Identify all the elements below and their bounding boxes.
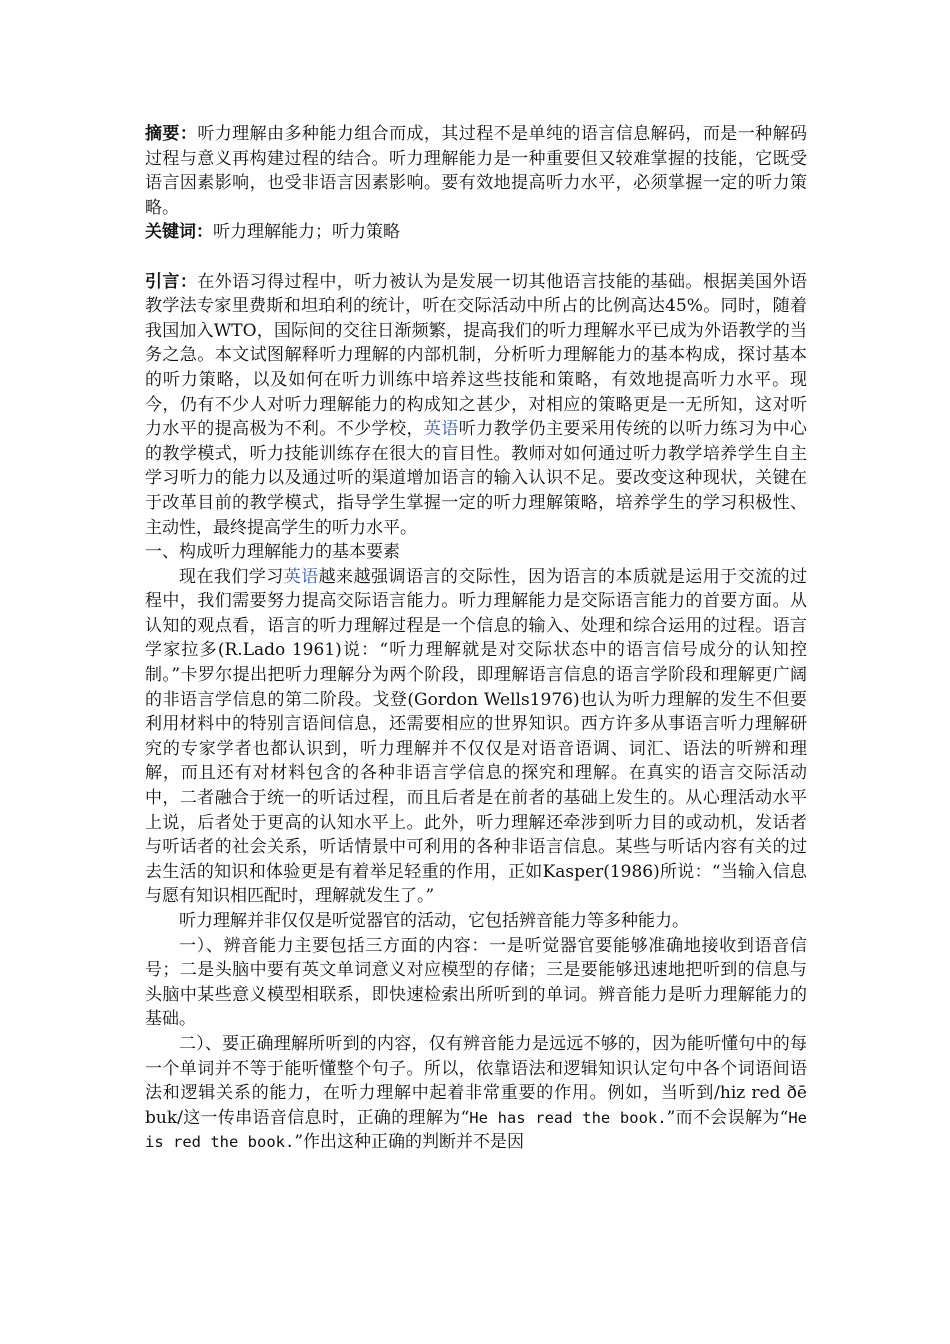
abstract-text: 听力理解由多种能力组合而成，其过程不是单纯的语言信息解码，而是一种解码过程与意义再构建过程的结合。听力理解能力是一种重要但又较难掌握的技能，它既受语言因素影响，也受非语言因素影响。要有效地提高听力水平，必须掌握一定的听力策略。 (145, 124, 808, 218)
section-paragraph-2: 听力理解并非仅仅是听觉器官的活动，它包括辨音能力等多种能力。 (179, 911, 689, 931)
abstract-label: 摘要： (145, 124, 198, 144)
intro-text-b: 听力教学仍主要采用传统的以听力练习为中心的教学模式，听力技能训练存在很大的盲目性。教师对如何通过听力教学培养学生自主学习听力的能力以及通过听的渠道增加语言的输入认识不足。要改变这种现状，关键在于改革目前的教学模式，指导学生掌握一定的听力理解策略，培养学生的学习积极性、主动性，最终提高学生的听力水平。 (145, 419, 808, 538)
p4-text-a: 二）、要正确理解所听到的内容，仅有辨音能力是远远不够的，因为能听懂句中的每一个单词并不等于能听懂整个句子。所以，依靠语法和逻辑知识认定句中各个词语间语法和逻辑关系的能力，在听力理解中起着非常重要的作用。例如，当听到/hiz red ðē buk/这一传串语音信息时，正确的理解为“ (145, 1033, 807, 1128)
p4-text-b: ”而不会误解为“ (666, 1107, 789, 1128)
example-sentence-correct: He has read the book. (469, 1108, 667, 1127)
example-sentence-wrong: He is red the book. (145, 1108, 807, 1152)
intro-paragraph (145, 270, 807, 541)
section-paragraph-4 (145, 1032, 807, 1155)
document-page (145, 122, 807, 1155)
english-link[interactable]: 英语 (423, 419, 459, 440)
intro-label: 引言： (145, 271, 198, 292)
blank-line (145, 245, 807, 270)
keywords-text: 听力理解能力；听力策略 (213, 222, 400, 243)
p4-text-c: ”作出这种正确的判断并不是因 (294, 1132, 525, 1153)
intro-text-a: 在外语习得过程中，听力被认为是发展一切其他语言技能的基础。根据美国外语教学法专家里费斯和坦珀利的统计，听在交际活动中所占的比例高达45%。同时，随着我国加入WTO，国际间的交往日渐频繁，提高我们的听力理解水平已成为外语教学的当务之急。本文试图解释听力理解的内部机制，分析听力理解能力的基本构成，探讨基本的听力策略，以及如何在听力训练中培养这些技能和策略，有效地提高听力水平。现今，仍有不少人对听力理解能力的构成知之甚少，对相应的策略更是一无所知，这对听力水平的提高极为不利。不少学校， (145, 271, 808, 440)
english-link[interactable]: 英语 (283, 566, 319, 587)
p1-text-a: 现在我们学习 (179, 566, 284, 587)
p1-text-b: 越来越强调语言的交际性，因为语言的本质就是运用于交流的过程中，我们需要努力提高交际语言能力。听力理解能力是交际语言能力的首要方面。从认知的观点看，语言的听力理解过程是一个信息的输入、处理和综合运用的过程。语言学家拉多(R.Lado 1961)说：“听力理解就是对交际状态中的语言信号成分的认知控制。”卡罗尔提出把听力理解分为两个阶段，即理解语言信息的语言学阶段和理解更广阔的非语言学信息的第二阶段。戈登(Gordon Wells1976)也认为听力理解的发生不但要利用材料中的特别言语间信息，还需要相应的世界知识。西方许多从事语言听力理解研究的专家学者也都认识到，听力理解并不仅仅是对语音语调、词汇、语法的听辨和理解，而且还有对材料包含的各种非语言学信息的探究和理解。在真实的语言交际活动中，二者融合于统一的听话过程，而且后者是在前者的基础上发生的。从心理活动水平上说，后者处于更高的认知水平上。此外，听力理解还牵涉到听力目的或动机，发话者与听话者的社会关系，听话情景中可利用的各种非语言信息。某些与听话内容有关的过去生活的知识和体验更是有着举足轻重的作用，正如Kasper(1986)所说：“当输入信息与愿有知识相匹配时，理解就发生了。” (145, 566, 808, 907)
abstract-paragraph (145, 122, 807, 220)
section-paragraph-1 (145, 565, 807, 909)
section-paragraph-3: 一）、辨音能力主要包括三方面的内容：一是听觉器官要能够准确地接收到语音信号；二是头脑中要有英文单词意义对应模型的存储；三是要能够迅速地把听到的信息与头脑中某些意义模型相联系，即快速检索出所听到的单词。辨音能力是听力理解能力的基础。 (145, 935, 807, 1030)
section-heading: 一、构成听力理解能力的基本要素 (145, 542, 400, 563)
keywords-paragraph (145, 220, 807, 245)
keywords-label: 关键词： (145, 222, 213, 243)
